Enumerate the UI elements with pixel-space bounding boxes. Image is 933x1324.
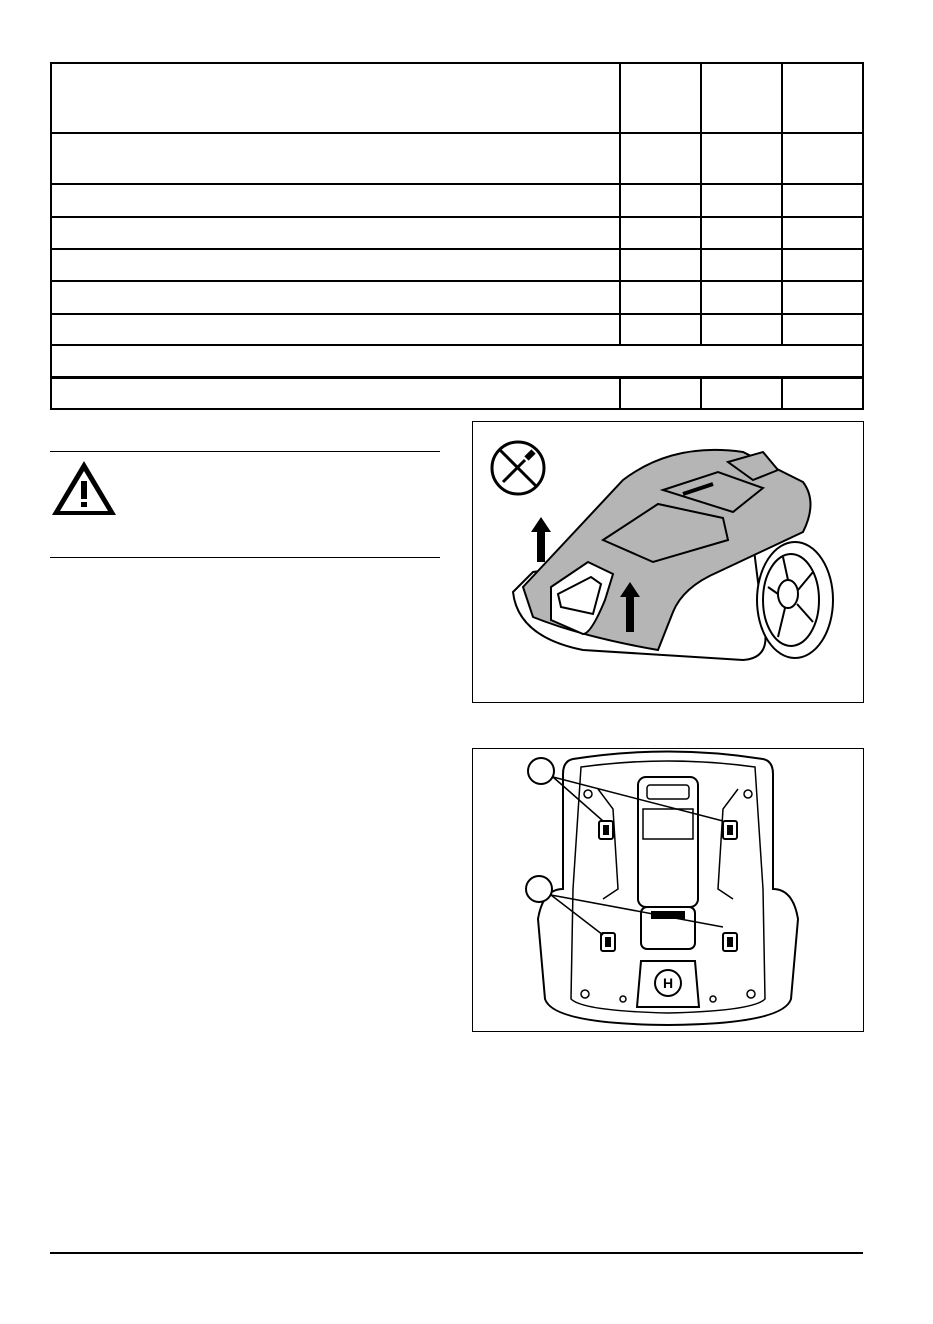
- table-cell: [701, 249, 782, 281]
- table-cell: [782, 249, 863, 281]
- table-cell: [701, 217, 782, 249]
- table-cell: [620, 249, 701, 281]
- table-cell: [782, 133, 863, 184]
- warning-triangle-icon: [50, 459, 118, 517]
- table-cell: [51, 314, 620, 345]
- table-cell: [620, 217, 701, 249]
- table-row: [51, 217, 863, 249]
- table-header-row: [51, 63, 863, 133]
- table-cell: [782, 217, 863, 249]
- table-cell: [782, 63, 863, 133]
- warning-top-rule: [50, 451, 440, 452]
- table-section-cell: [51, 345, 863, 377]
- table-cell: [51, 63, 620, 133]
- warning-box: [50, 459, 118, 522]
- footer-rule: [50, 1252, 863, 1254]
- table-section-row: [51, 345, 863, 377]
- table-cell: [51, 281, 620, 314]
- table-cell: [51, 133, 620, 184]
- table-cell: [701, 184, 782, 217]
- table-cell: [51, 377, 620, 409]
- table-cell: [701, 314, 782, 345]
- table-cell: [782, 377, 863, 409]
- table-cell: [51, 249, 620, 281]
- no-screwdriver-icon: [492, 442, 544, 494]
- table-row: [51, 184, 863, 217]
- table-cell: [620, 184, 701, 217]
- svg-text:H: H: [662, 975, 674, 991]
- wheel: [757, 542, 833, 658]
- table-cell: [51, 217, 620, 249]
- table-row: [51, 249, 863, 281]
- table-cell: [701, 63, 782, 133]
- table-cell: [782, 184, 863, 217]
- figure-top-view: [472, 748, 864, 1032]
- table-row: [51, 314, 863, 345]
- table-cell: [620, 377, 701, 409]
- maintenance-table: [50, 62, 864, 410]
- warning-bottom-rule: [50, 557, 440, 558]
- table-cell: [701, 133, 782, 184]
- table-row: [51, 377, 863, 409]
- figure-lift-body: [472, 421, 864, 703]
- table-cell: [620, 63, 701, 133]
- table-cell: [782, 281, 863, 314]
- table-row: [51, 281, 863, 314]
- table-cell: [620, 133, 701, 184]
- table-cell: [701, 281, 782, 314]
- table-cell: [620, 314, 701, 345]
- table-cell: [782, 314, 863, 345]
- table-cell: [51, 184, 620, 217]
- table-cell: [620, 281, 701, 314]
- table-cell: [701, 377, 782, 409]
- table-row: [51, 133, 863, 184]
